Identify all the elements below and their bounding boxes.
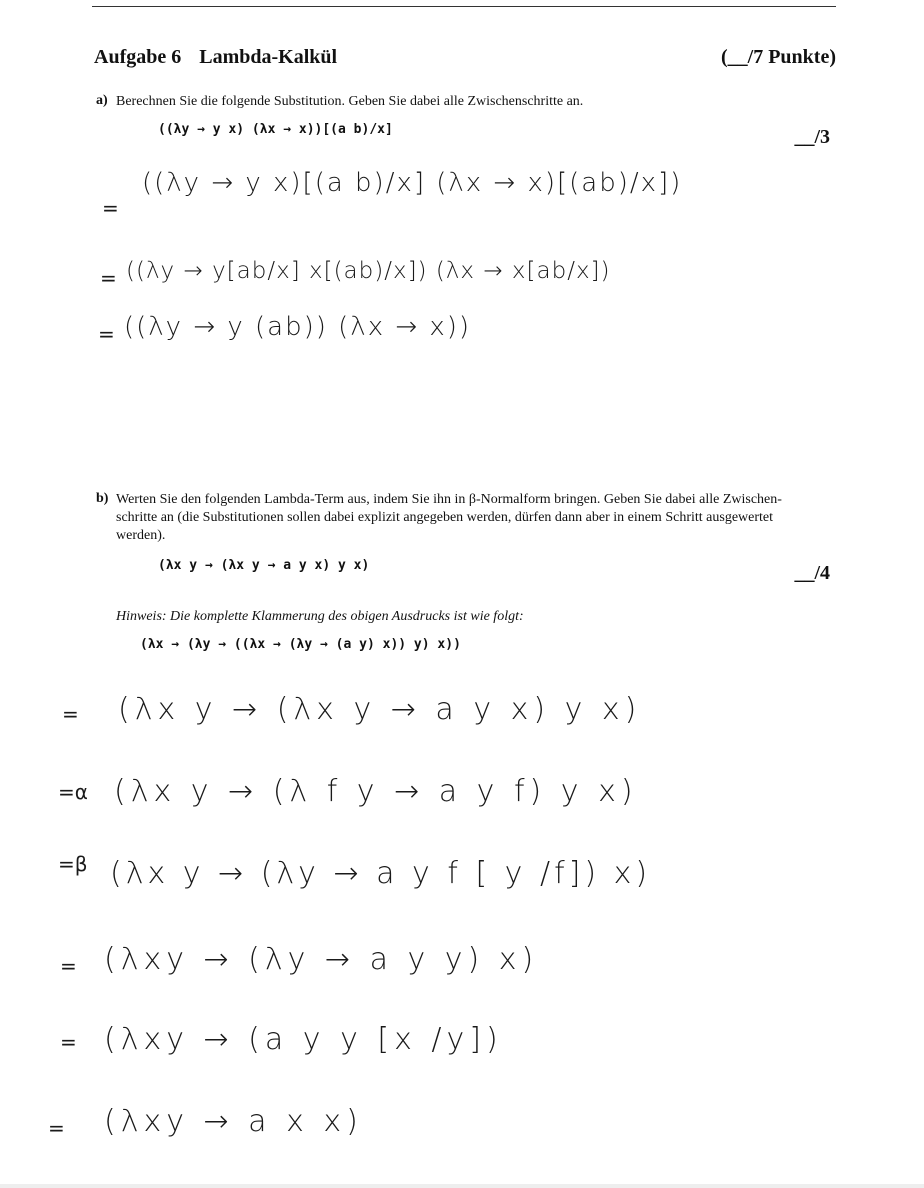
part-b-instruction-line-1: Werten Sie den folgenden Lambda-Term aus, indem Sie ihn in β-Normalform bringen. Geben Sie dabei alle Zwischen-	[116, 492, 782, 507]
part-b-hint: Hinweis: Die komplette Klammerung des obigen Ausdrucks ist wie folgt:	[116, 609, 524, 624]
part-b-instruction-line-2: schritte an (die Substitutionen sollen dabei explizit angegeben werden, dürfen dann aber in einem Schritt ausgewertet	[116, 510, 774, 525]
part-a-points: __/3	[794, 126, 830, 148]
part-a-step3: ((λy → y (ab)) (λx → x))	[124, 312, 472, 342]
part-b-step2: (λx y → (λ f y → a y f) y x)	[114, 774, 638, 809]
part-b-step6-equals: =	[48, 1116, 65, 1140]
part-a-label: a)	[96, 93, 108, 108]
part-a-instruction: Berechnen Sie die folgende Substitution. Geben Sie dabei alle Zwischenschritte an.	[116, 94, 584, 109]
part-a-step3-equals: =	[98, 322, 115, 346]
part-b-step2-equals: =α	[58, 780, 88, 804]
part-b-step6: (λxy → a x x)	[104, 1104, 363, 1139]
part-b-instruction-line-3: werden).	[116, 528, 166, 543]
part-b-term: (λx y → (λx y → a y x) y x)	[158, 558, 370, 573]
part-b-step3-equals: =β	[58, 852, 88, 876]
part-b-instruction	[116, 491, 840, 545]
part-b-step3: (λx y → (λy → a y f [ y /f]) x)	[110, 856, 652, 891]
part-b-step4-equals: =	[60, 954, 77, 978]
part-b-step1-equals: =	[62, 702, 79, 726]
part-b-step1: (λx y → (λx y → a y x) y x)	[118, 692, 642, 727]
part-b-step5-equals: =	[60, 1030, 77, 1054]
task-number: Aufgabe 6	[94, 46, 182, 68]
part-b-points: __/4	[794, 562, 830, 584]
part-a-step2-equals: =	[100, 266, 117, 290]
part-a-step2: ((λy → y[ab/x] x[(ab)/x]) (λx → x[ab/x])	[126, 258, 611, 284]
task-name: Lambda-Kalkül	[199, 46, 338, 68]
task-title	[94, 46, 337, 69]
part-b-step5: (λxy → (a y y [x /y])	[104, 1022, 503, 1057]
part-b-hint-term: (λx → (λy → ((λx → (λy → (a y) x)) y) x))	[140, 637, 461, 652]
part-a-step1: ((λy → y x)[(a b)/x] (λx → x)[(ab)/x])	[142, 168, 683, 198]
part-a-term: ((λy → y x) (λx → x))[(a b)/x]	[158, 122, 393, 137]
page-bottom-edge	[0, 1184, 924, 1188]
top-rule	[92, 6, 836, 7]
part-a-step1-equals: =	[102, 196, 119, 220]
part-b-step4: (λxy → (λy → a y y) x)	[104, 942, 539, 977]
part-b-label: b)	[96, 491, 109, 506]
task-points: (__/7 Punkte)	[721, 46, 836, 68]
